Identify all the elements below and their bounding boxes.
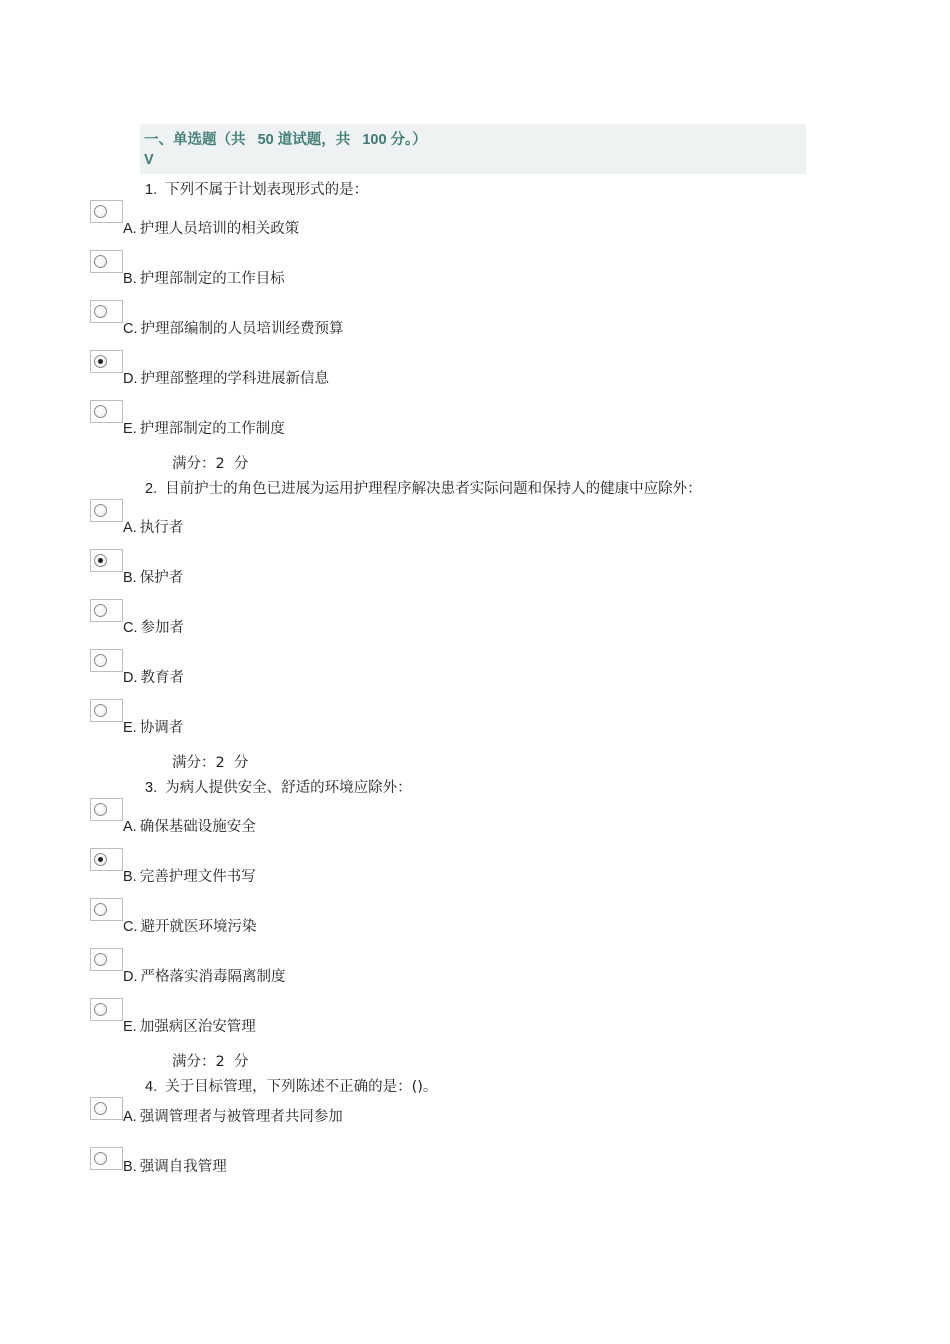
option-1-b[interactable] [90,250,790,294]
radio-checked-icon [94,355,107,368]
section-title: 一、单选题（共 50 道试题，共 100 分。） [144,132,427,148]
option-3-e[interactable] [90,998,790,1042]
score-1: 满分：2 分 [172,456,249,472]
option-label: A. 确保基础设施安全 [123,819,256,835]
option-2-c[interactable] [90,599,790,643]
option-label: C. 参加者 [123,620,184,636]
option-1-a[interactable] [90,200,790,244]
radio-unchecked-icon [94,803,107,816]
radio-unchecked-icon [94,1152,107,1165]
score-3: 满分：2 分 [172,1054,249,1070]
option-4-a[interactable] [90,1097,790,1141]
radio-unchecked-icon [94,504,107,517]
radio-unchecked-icon [94,903,107,916]
question-text: 目前护士的角色已进展为运用护理程序解决患者实际问题和保持人的健康中应除外： [165,481,702,497]
radio-button[interactable] [90,998,123,1021]
question-text: 下列不属于计划表现形式的是： [165,182,369,198]
option-4-b[interactable] [90,1147,790,1191]
radio-button[interactable] [90,350,123,373]
option-1-d[interactable] [90,350,790,394]
radio-button[interactable] [90,1147,123,1170]
radio-button[interactable] [90,649,123,672]
option-label: C. 护理部编制的人员培训经费预算 [123,321,344,337]
radio-button[interactable] [90,898,123,921]
radio-unchecked-icon [94,205,107,218]
section-mark: V [144,152,154,168]
option-label: A. 执行者 [123,520,184,536]
option-label: D. 严格落实消毒隔离制度 [123,969,286,985]
option-3-c[interactable] [90,898,790,942]
option-label: A. 护理人员培训的相关政策 [123,221,300,237]
option-label: B. 保护者 [123,570,184,586]
radio-button[interactable] [90,400,123,423]
question-text: 为病人提供安全、舒适的环境应除外： [165,780,412,796]
radio-button[interactable] [90,200,123,223]
question-number: 1. [145,182,158,198]
radio-button[interactable] [90,1097,123,1120]
option-3-d[interactable] [90,948,790,992]
option-1-e[interactable] [90,400,790,444]
option-label: B. 护理部制定的工作目标 [123,271,285,287]
option-2-b[interactable] [90,549,790,593]
question-4 [145,1075,437,1096]
radio-button[interactable] [90,948,123,971]
option-label: B. 强调自我管理 [123,1159,227,1175]
option-label: C. 避开就医环境污染 [123,919,257,935]
question-text: 关于目标管理，下列陈述不正确的是：()。 [165,1079,438,1095]
radio-button[interactable] [90,699,123,722]
option-label: E. 协调者 [123,720,184,736]
radio-checked-icon [94,554,107,567]
option-2-a[interactable] [90,499,790,543]
question-number: 2. [145,481,158,497]
option-label: E. 加强病区治安管理 [123,1019,256,1035]
option-label: D. 教育者 [123,670,184,686]
radio-unchecked-icon [94,255,107,268]
score-2: 满分：2 分 [172,755,249,771]
radio-button[interactable] [90,300,123,323]
radio-button[interactable] [90,499,123,522]
radio-button[interactable] [90,798,123,821]
radio-unchecked-icon [94,405,107,418]
question-number: 4. [145,1079,158,1095]
radio-unchecked-icon [94,704,107,717]
option-2-d[interactable] [90,649,790,693]
option-label: D. 护理部整理的学科进展新信息 [123,371,329,387]
question-3 [145,776,412,797]
radio-button[interactable] [90,549,123,572]
option-3-a[interactable] [90,798,790,842]
option-1-c[interactable] [90,300,790,344]
option-2-e[interactable] [90,699,790,743]
question-1 [145,178,368,199]
question-number: 3. [145,780,158,796]
radio-checked-icon [94,853,107,866]
option-3-b[interactable] [90,848,790,892]
radio-button[interactable] [90,599,123,622]
question-2 [145,477,702,498]
radio-unchecked-icon [94,305,107,318]
option-label: A. 强调管理者与被管理者共同参加 [123,1109,343,1125]
radio-unchecked-icon [94,604,107,617]
radio-unchecked-icon [94,654,107,667]
radio-unchecked-icon [94,953,107,966]
section-header [140,124,806,174]
option-label: E. 护理部制定的工作制度 [123,421,285,437]
radio-button[interactable] [90,848,123,871]
radio-unchecked-icon [94,1003,107,1016]
radio-button[interactable] [90,250,123,273]
option-label: B. 完善护理文件书写 [123,869,256,885]
radio-unchecked-icon [94,1102,107,1115]
